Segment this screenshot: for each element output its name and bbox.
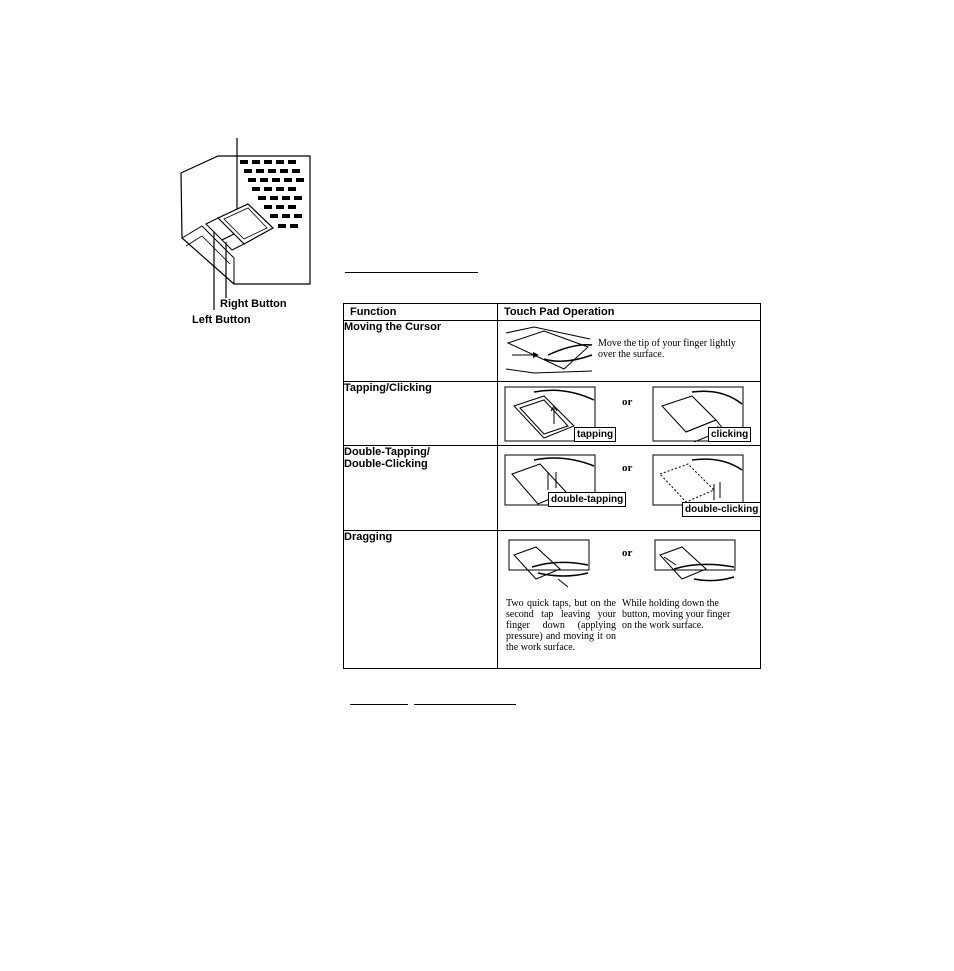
function-moving-cursor: Moving the Cursor <box>344 321 498 382</box>
dragging-hold-illustration <box>654 539 736 589</box>
double-tapping-tag: double-tapping <box>548 492 626 507</box>
operation-moving-cursor <box>498 321 761 382</box>
touchpad-operations-table <box>343 303 761 669</box>
function-tapping-clicking: Tapping/Clicking <box>344 382 498 446</box>
table-row <box>344 531 761 669</box>
touchpad-illustration <box>178 138 313 310</box>
double-clicking-tag: double-clicking <box>682 502 761 517</box>
table-row <box>344 382 761 446</box>
dragging-description-left: Two quick taps, but on the second tap leaving your finger down (applying pressure) and moving it on the work surface. <box>506 598 616 653</box>
or-label: or <box>622 547 633 559</box>
tapping-tag: tapping <box>574 427 616 442</box>
footer-underline-2 <box>414 704 516 705</box>
section-underline <box>345 272 478 273</box>
function-double-tapping-line2: Double-Clicking <box>344 458 428 470</box>
operation-double-tapping <box>498 446 761 531</box>
moving-cursor-description: Move the tip of your finger lightly over the surface. <box>598 338 736 360</box>
dragging-description-right: While holding down the button, moving your finger on the work surface. <box>622 598 731 631</box>
double-clicking-illustration <box>652 454 744 506</box>
function-double-tapping-line1: Double-Tapping/ <box>344 446 430 458</box>
table-row <box>344 446 761 531</box>
or-label: or <box>622 396 633 408</box>
table-row <box>344 321 761 382</box>
footer-underline-1 <box>350 704 408 705</box>
header-function: Function <box>344 304 498 321</box>
function-dragging: Dragging <box>344 531 498 669</box>
right-button-label: Right Button <box>220 298 287 310</box>
moving-cursor-illustration <box>504 325 594 375</box>
left-button-label: Left Button <box>192 314 251 326</box>
or-label: or <box>622 462 633 474</box>
operation-dragging <box>498 531 761 669</box>
operation-tapping-clicking <box>498 382 761 446</box>
dragging-tap-illustration <box>508 539 590 589</box>
clicking-tag: clicking <box>708 427 751 442</box>
table-header-row <box>344 304 761 321</box>
function-double-tapping <box>344 446 498 531</box>
header-operation: Touch Pad Operation <box>498 304 761 321</box>
